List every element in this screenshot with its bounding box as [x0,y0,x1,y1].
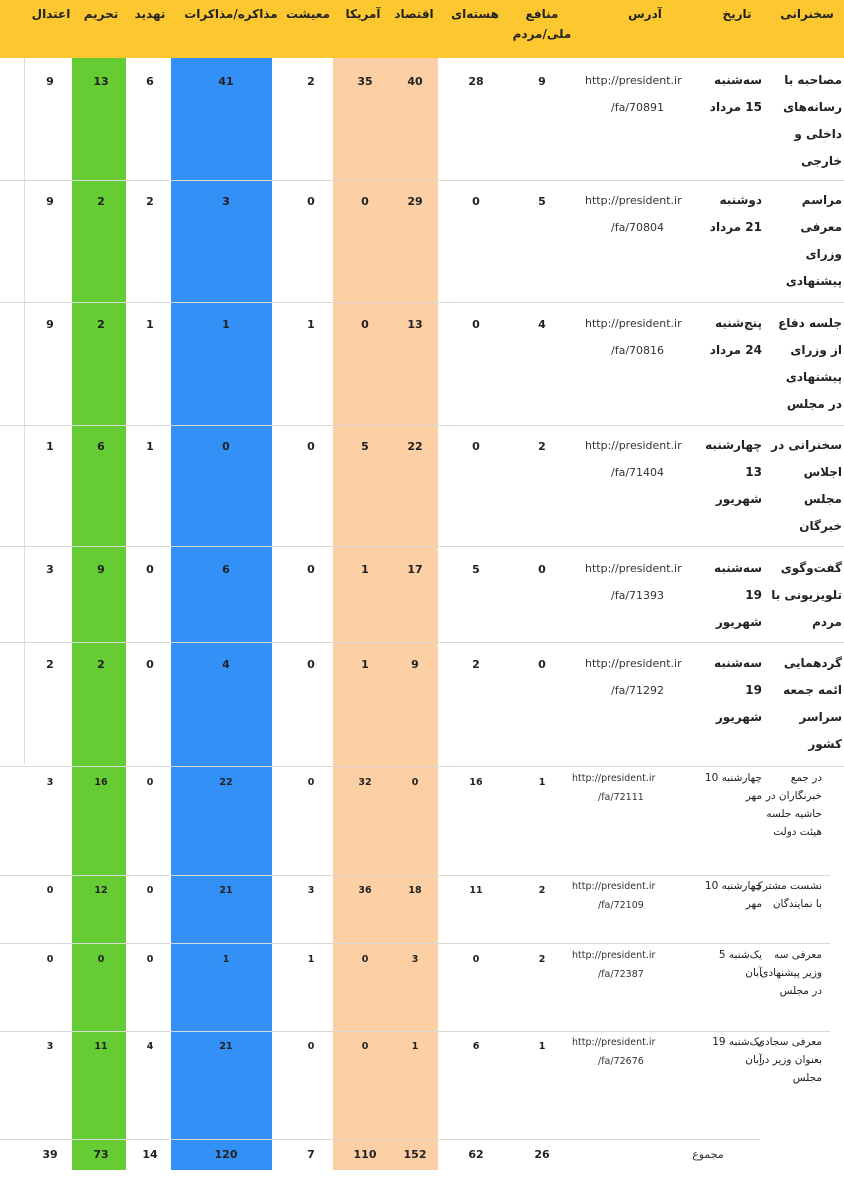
cell-national-interest: 0 [538,658,546,671]
cell-threat: 0 [146,954,154,965]
cell-moderation: 2 [46,658,54,671]
cell-moderation: 3 [46,563,54,576]
cell-threat: 0 [146,563,154,576]
total-nuclear: 62 [468,1148,484,1161]
address-line2: /fa/72387 [598,969,644,980]
header-threat: تهدید [134,7,166,21]
address-line1: http://president.ir [572,881,656,892]
cell-threat: 0 [146,885,154,896]
address-line1: http://president.ir [572,950,656,961]
address-line2: /fa/70804 [611,221,665,234]
cell-nuclear: 11 [469,885,483,896]
cell-economy: 3 [411,954,419,965]
cell-america: 32 [358,777,372,788]
table-left-border [24,58,25,764]
cell-nuclear: 5 [472,563,480,576]
sanctions-band [72,58,126,1170]
row-divider [0,425,844,426]
cell-date: پنج‌شنبه 24 مرداد [709,316,762,357]
address-line2: /fa/71404 [611,466,665,479]
cell-threat: 2 [146,195,154,208]
header-negotiation: مذاکره/مذاکرات [184,7,278,21]
cell-speech: نشست مشترک با نمایندگان [753,880,822,910]
address-line1: http://president.ir [572,1037,656,1048]
address-line1: http://president.ir [585,439,682,452]
cell-negotiation: 3 [222,195,230,208]
cell-economy: 22 [407,440,423,453]
address-line2: /fa/70891 [611,101,665,114]
cell-negotiation: 1 [222,954,230,965]
cell-livelihood: 2 [307,75,315,88]
cell-sanctions: 12 [94,885,108,896]
cell-sanctions: 6 [97,440,105,453]
cell-nuclear: 0 [472,318,480,331]
cell-america: 0 [361,318,369,331]
cell-date: چهارشنبه 13 شهریور [705,438,762,506]
cell-negotiation: 4 [222,658,230,671]
cell-america: 0 [361,954,369,965]
cell-date: سه‌شنبه 19 شهریور [714,561,762,629]
cell-nuclear: 0 [472,440,480,453]
cell-national-interest: 1 [538,777,546,788]
cell-livelihood: 0 [307,195,315,208]
cell-national-interest: 4 [538,318,546,331]
cell-speech: معرفی سه وزیر پیشنهادی در مجلس [760,949,822,997]
cell-national-interest: 2 [538,440,546,453]
header-moderation: اعتدال [31,7,71,21]
cell-america: 0 [361,195,369,208]
cell-sanctions: 16 [94,777,108,788]
row-divider [0,943,830,944]
total-moderation: 39 [42,1148,58,1161]
table-header [0,0,844,58]
cell-threat: 0 [146,777,154,788]
header-livelihood: معیشت [285,7,330,21]
row-divider [0,180,844,181]
total-economy: 152 [403,1148,427,1161]
header-national-interest [508,4,576,44]
cell-livelihood: 0 [307,563,315,576]
cell-speech: در جمع خبرنگاران در حاشیه جلسه هیئت دولت [765,772,822,838]
cell-national-interest: 0 [538,563,546,576]
cell-nuclear: 0 [472,195,480,208]
cell-speech: معرفی سجادی بعنوان وزیر در مجلس [756,1036,822,1084]
cell-economy: 0 [411,777,419,788]
cell-negotiation: 0 [222,440,230,453]
cell-economy: 1 [411,1041,419,1052]
cell-speech: مراسم معرفی وزرای پیشنهادی [785,193,842,288]
address-line1: http://president.ir [585,317,682,330]
cell-nuclear: 16 [469,777,483,788]
cell-moderation: 0 [46,885,54,896]
cell-america: 1 [361,563,369,576]
cell-livelihood: 1 [307,954,315,965]
cell-negotiation: 1 [222,318,230,331]
cell-moderation: 9 [46,75,54,88]
cell-speech: جلسه دفاع از وزرای پیشنهادی در مجلس [778,316,842,411]
cell-economy: 13 [407,318,423,331]
cell-moderation: 0 [46,954,54,965]
cell-address[interactable] [585,67,682,121]
negotiation-band [171,58,272,1170]
cell-moderation: 9 [46,195,54,208]
cell-date: یک‌شنبه 5 آبان [718,949,762,979]
header-sanctions: تحریم [83,7,119,21]
cell-economy: 18 [408,885,422,896]
address-line1: http://president.ir [572,773,656,784]
cell-nuclear: 0 [472,954,480,965]
cell-nuclear: 2 [472,658,480,671]
address-line2: /fa/72676 [598,1056,644,1067]
cell-livelihood: 0 [307,658,315,671]
cell-moderation: 3 [46,1041,54,1052]
address-line2: /fa/71393 [611,589,665,602]
address-line1: http://president.ir [585,194,682,207]
row-divider [0,546,844,547]
cell-threat: 0 [146,658,154,671]
address-line2: /fa/72111 [598,792,644,803]
total-livelihood: 7 [307,1148,315,1161]
cell-date: دوشنبه 21 مرداد [709,193,762,234]
cell-national-interest: 1 [538,1041,546,1052]
cell-moderation: 3 [46,777,54,788]
cell-economy: 29 [407,195,423,208]
cell-threat: 1 [146,318,154,331]
address-line1: http://president.ir [585,74,682,87]
cell-america: 5 [361,440,369,453]
cell-negotiation: 21 [219,1041,233,1052]
address-line1: http://president.ir [585,657,682,670]
address-line1: http://president.ir [585,562,682,575]
cell-livelihood: 3 [307,885,315,896]
cell-date: سه‌شنبه 15 مرداد [709,73,762,114]
cell-livelihood: 0 [307,777,315,788]
cell-threat: 4 [146,1041,154,1052]
cell-national-interest: 5 [538,195,546,208]
cell-address[interactable] [572,877,655,915]
cell-sanctions: 0 [97,954,105,965]
economy-america-band [333,58,438,1170]
header-date: تاریخ [722,7,752,21]
total-national-interest: 26 [534,1148,550,1161]
cell-livelihood: 0 [307,440,315,453]
header-economy: اقتصاد [394,7,434,21]
cell-date: چهارشنبه 10 مهر [704,772,762,802]
cell-speech: مصاحبه با رسانه‌های داخلی و خارجی [783,73,842,168]
cell-moderation: 9 [46,318,54,331]
cell-moderation: 1 [46,440,54,453]
cell-sanctions: 13 [93,75,109,88]
cell-livelihood: 1 [307,318,315,331]
cell-address[interactable] [585,310,682,364]
header-national-interest-line1: منافع [525,7,559,21]
row-divider [0,766,844,767]
cell-national-interest: 2 [538,954,546,965]
cell-sanctions: 11 [94,1041,108,1052]
cell-negotiation: 41 [218,75,234,88]
cell-national-interest: 9 [538,75,546,88]
cell-date: یک‌شنبه 19 آبان [712,1036,762,1066]
cell-threat: 6 [146,75,154,88]
cell-speech: گردهمایی ائمه جمعه سراسر کشور [783,656,842,751]
cell-address[interactable] [585,432,682,486]
cell-negotiation: 6 [222,563,230,576]
header-speech: سخنرانی [780,7,834,21]
cell-address[interactable] [585,555,682,609]
cell-address[interactable] [572,1033,655,1071]
row-divider [0,642,844,643]
cell-speech: گفت‌وگوی تلویزیونی با مردم [771,561,842,629]
cell-livelihood: 0 [307,1041,315,1052]
cell-sanctions: 2 [97,658,105,671]
row-divider [0,875,830,876]
cell-america: 35 [357,75,373,88]
row-divider [0,302,844,303]
header-address: آدرس [628,7,662,21]
cell-speech: سخنرانی در اجلاس مجلس خبرگان [771,438,842,533]
cell-national-interest: 2 [538,885,546,896]
cell-address[interactable] [585,650,682,704]
cell-america: 0 [361,1041,369,1052]
totals-label: مجموع [692,1148,724,1161]
total-sanctions: 73 [93,1148,109,1161]
cell-sanctions: 9 [97,563,105,576]
cell-address[interactable] [585,187,682,241]
cell-nuclear: 28 [468,75,484,88]
row-divider [0,1139,760,1140]
cell-sanctions: 2 [97,318,105,331]
total-america: 110 [353,1148,377,1161]
cell-economy: 17 [407,563,423,576]
cell-threat: 1 [146,440,154,453]
row-divider [0,1031,830,1032]
cell-economy: 40 [407,75,423,88]
total-threat: 14 [142,1148,158,1161]
cell-negotiation: 21 [219,885,233,896]
header-america: آمریکا [345,7,381,21]
cell-nuclear: 6 [472,1041,480,1052]
cell-america: 1 [361,658,369,671]
header-national-interest-line2: ملی/مردم [512,27,572,41]
address-line2: /fa/71292 [611,684,665,697]
cell-sanctions: 2 [97,195,105,208]
cell-america: 36 [358,885,372,896]
total-negotiation: 120 [214,1148,238,1161]
cell-address[interactable] [572,946,655,984]
address-line2: /fa/72109 [598,900,644,911]
cell-date: سه‌شنبه 19 شهریور [714,656,762,724]
cell-date: چهارشنبه 10 مهر [704,880,762,910]
cell-address[interactable] [572,769,655,807]
cell-negotiation: 22 [219,777,233,788]
header-nuclear: هسته‌ای [451,7,499,21]
cell-economy: 9 [411,658,419,671]
address-line2: /fa/70816 [611,344,665,357]
